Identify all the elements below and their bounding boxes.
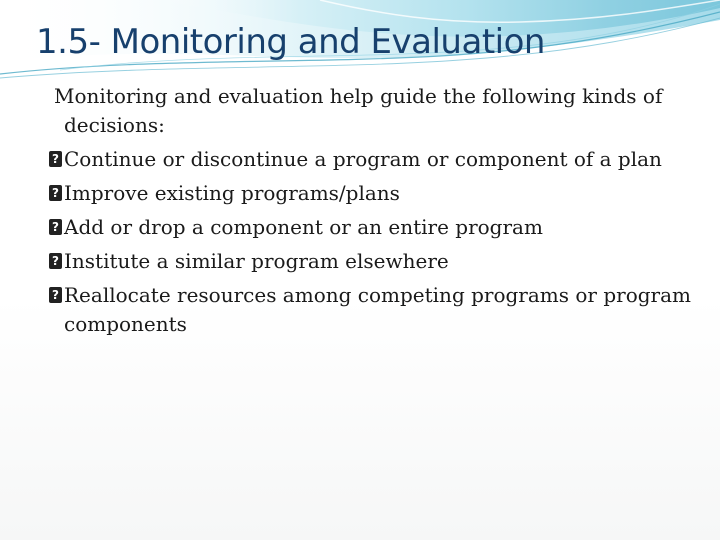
list-item (52, 145, 692, 174)
list-item (52, 247, 692, 276)
list-item (52, 213, 692, 242)
missing-glyph-icon: ? (49, 219, 62, 235)
list-item-text: Institute a similar program elsewhere (64, 249, 449, 273)
intro-text: Monitoring and evaluation help guide the following kinds of decisions: (54, 84, 663, 137)
missing-glyph-icon: ? (49, 151, 62, 167)
list-item (52, 179, 692, 208)
decision-list (52, 145, 692, 339)
list-item (52, 281, 692, 339)
missing-glyph-icon: ? (49, 287, 62, 303)
list-item-text: Improve existing programs/plans (64, 181, 400, 205)
list-item-text: Reallocate resources among competing programs or program components (64, 283, 691, 336)
slide-body (52, 82, 692, 344)
missing-glyph-icon: ? (49, 185, 62, 201)
missing-glyph-icon: ? (49, 253, 62, 269)
list-item-text: Continue or discontinue a program or component of a plan (64, 147, 662, 171)
list-item-text: Add or drop a component or an entire program (64, 215, 543, 239)
slide-title: 1.5- Monitoring and Evaluation (36, 22, 545, 62)
